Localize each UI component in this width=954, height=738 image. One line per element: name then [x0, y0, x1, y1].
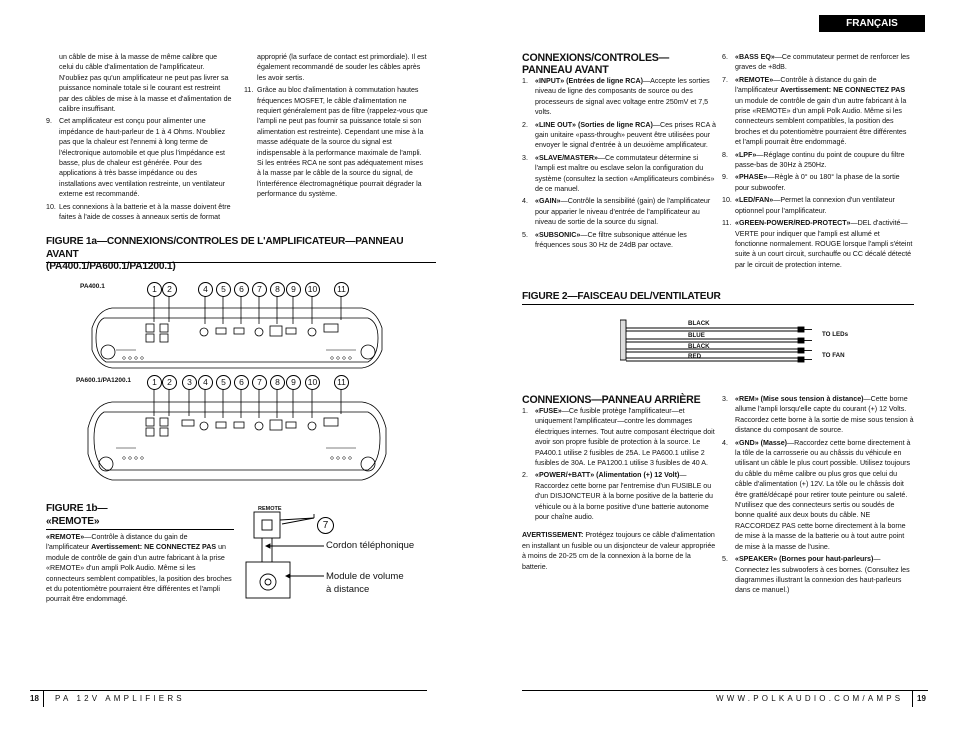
- callout-number: 9: [286, 282, 301, 297]
- footer-divider: [912, 691, 913, 707]
- list-item: 3. «REM» (Mise sous tension à distance)—Cette borne allume l'ampli lorsqu'elle capte du courant (+) 12 Volts. Raccordez cette borne à la sortie de mise sous tension à distance du composant de source.: [722, 395, 914, 435]
- model-label-pa400: PA400.1: [80, 283, 105, 290]
- list-item: 10. Les connexions à la batterie et à la masse doivent être faites à l'aide de cosses à anneaux sertis de format: [46, 202, 231, 222]
- figure-1b-title: FIGURE 1b— «REMOTE»: [46, 503, 108, 527]
- list-item: 5. «SPEAKER» (Bornes pour haut-parleurs)—Connectez les subwoofers à ces bornes. (Consultez les diagrammes illustrant la connexion des haut-parleurs dans ce manuel.): [722, 555, 910, 595]
- callout-number: 7: [317, 517, 334, 534]
- amplifier-illustration: [76, 278, 396, 490]
- language-badge: FRANÇAIS: [819, 15, 925, 32]
- model-label-pa600-pa1200: PA600.1/PA1200.1: [76, 377, 132, 384]
- list-item: 10. «LED/FAN»—Permet la connexion d'un ventilateur optionnel pour l'amplificateur.: [722, 196, 895, 215]
- callout-number: 2: [162, 282, 177, 297]
- warning-note: AVERTISSEMENT: Protégez toujours ce câble d'alimentation en installant un fusible ou un disjoncteur de valeur appropriée à moins de 20-25 cm de la connexion à la borne de la batterie.: [522, 531, 716, 571]
- callout-number: 2: [162, 375, 177, 390]
- list-item: 2. «POWER/+BATT» (Alimentation (+) 12 Volt)—Raccordez cette borne par l'entremise d'un FUSIBLE ou d'un DISJONCTEUR à la borne positive de la batterie du véhicule ou à la borne positive d'une batterie autonome pour chaîne audio.: [522, 471, 713, 522]
- figure-1b-text: «REMOTE»—Contrôle à distance du gain de l'amplificateur Avertissement: NE CONNECTEZ PAS un module de contrôle de gain d'un autre fabricant à la prise «REMOTE» d'un ampli Polk Audio. Même si les connecteurs semblent compatibles, la position des broches et du potentiomètre pourraient être différentes et l'ampli pourrait être endommagé.: [46, 533, 232, 604]
- left-column-2: [244, 52, 428, 202]
- numbered-list: [244, 85, 428, 199]
- figure-1a-title: FIGURE 1a—CONNEXIONS/CONTROLES DE L'AMPLIFICATEUR—PANNEAU AVANT (PA400.1/PA600.1/PA1200.1): [46, 236, 404, 272]
- callout-number: 10: [305, 282, 320, 297]
- footer-rule: [30, 690, 427, 691]
- list-item: 3. «SLAVE/MASTER»—Ce commutateur détermine si l'ampli est maître ou esclave selon la configuration du système (consultez la section «Amplificateurs combinés» de ce manuel.: [522, 153, 715, 194]
- left-column-1: [46, 52, 232, 225]
- callout-number: 9: [286, 375, 301, 390]
- list-item: 4. «GAIN»—Contrôle la sensibilité (gain) de l'amplificateur pour apparier le niveau d'entrée de l'amplificateur au niveau de sortie de la source du signal.: [522, 197, 711, 227]
- wire-label: BLACK: [688, 320, 710, 327]
- wire-label: BLACK: [688, 343, 710, 350]
- figure-2-title: FIGURE 2—FAISCEAU DEL/VENTILATEUR: [522, 291, 721, 302]
- callout-number: 10: [305, 375, 320, 390]
- callout-number: 8: [270, 282, 285, 297]
- list-item: 9. «PHASE»—Règle à 0° ou 180° la phase de la sortie pour subwoofer.: [722, 173, 900, 192]
- list-item: 4. «GND» (Masse)—Raccordez cette borne directement à la tôle de la carrosserie ou au châssis du véhicule en utilisant un câble le plus court possible. Utilisez toujours du câble du même calibre ou plus gros que celui du câble d'alimentation (+) 12V. La tôle ou le châssis doit être gratté/décapé pour retirer toute peinture ou saleté. N'utilisez que des connecteurs sertis ou soudés de bonne qualité aux deux bouts du câble. NE RACCORDEZ PAS cette borne directement à la borne de mise à la masse de la batterie ou à tout autre point de mise à la masse de l'usine.: [722, 438, 911, 551]
- callout-number: 1: [147, 375, 162, 390]
- list-item: 8. «LPF»—Réglage continu du point de coupure du filtre passe-bas de 30Hz à 250Hz.: [722, 150, 905, 170]
- paragraph: approprié (la surface de contact est primordiale). Il est également recommandé de souder les câbles après les avoir sertis.: [257, 53, 427, 82]
- paragraph: un câble de mise à la masse de même calibre que celui du câble d'alimentation de l'amplificateur. N'oubliez pas qu'un amplificateur ne peut pas livrer sa puissance nominale totale si le courant est restreint par des câbles de mise à la masse et d'alimentation de calibre insuffisant.: [59, 53, 232, 114]
- wire-label: RED: [688, 353, 702, 360]
- remote-port-label: REMOTE: [258, 506, 282, 512]
- list-item: 9. Cet amplificateur est conçu pour alimenter une impédance de haut-parleur de 1 à 4 Ohms. N'oubliez pas que la chaleur est l'ennemi à long terme de l'électronique automobile et que plus l'impédance est basse, plus de chaleur est générée. Pour des applications à très basse impédance ou des installations avec ventilation restreinte, un ventilateur externe est recommandé.: [46, 117, 226, 199]
- list-item: 2. «LINE OUT» (Sorties de ligne RCA)—Ces prises RCA à gain unitaire «pass-through» peuvent être utilisées pour envoyer le signal d'entrée à un deuxième amplificateur.: [522, 120, 716, 150]
- divider: [522, 304, 914, 305]
- list-item: 5. «SUBSONIC»—Ce filtre subsonique atténue les fréquences sous 30 Hz de 24dB par octave.: [522, 230, 687, 250]
- module-callout: Module de volume à distance: [326, 571, 404, 595]
- callout-number: 8: [270, 375, 285, 390]
- list-item: 7. «REMOTE»—Contrôle à distance du gain de l'amplificateur Avertissement: NE CONNECTEZ PAS un module de contrôle de gain d'un autre fabricant à la prise «REMOTE» d'un ampli Polk Audio. Même si les connecteurs semblent compatibles, la position des broches et du potentiomètre pourraient être différentes et l'ampli pourrait être endommagé.: [722, 75, 907, 147]
- led-fan-harness: [620, 316, 860, 366]
- front-panel-title: CONNEXIONS/CONTROLES— PANNEAU AVANT: [522, 52, 670, 76]
- callout-number: 11: [334, 282, 349, 297]
- wire-label: BLUE: [688, 332, 705, 339]
- rear-panel-title: CONNEXIONS—PANNEAU ARRIÈRE: [522, 394, 701, 406]
- callout-number: 5: [216, 375, 231, 390]
- to-fan-label: TO FAN: [822, 352, 845, 359]
- callout-number: 5: [216, 282, 231, 297]
- cord-callout: Cordon téléphonique: [326, 540, 415, 551]
- footer-left-text: PA 12V AMPLIFIERS: [55, 694, 185, 703]
- to-leds-label: TO LEDs: [822, 331, 849, 338]
- list-item: 11. «GREEN-POWER/RED-PROTECT»—DEL d'activité—VERTE pour indiquer que l'ampli est allumé et fonctionne normalement. ROUGE lorsque l'ampli s'éteint suite à un court circuit, surchauffe ou CC décalé détecté par le circuit de protection interne.: [722, 219, 913, 269]
- callout-number: 3: [182, 375, 197, 390]
- page-number-left: 18: [30, 694, 39, 703]
- divider: [46, 262, 436, 263]
- front-panel-list-2: [722, 52, 914, 272]
- footer-right-text: WWW.POLKAUDIO.COM/AMPS: [716, 694, 904, 703]
- numbered-list: [46, 116, 232, 222]
- divider: [46, 529, 234, 530]
- callout-number: 6: [234, 282, 249, 297]
- callout-number: 4: [198, 282, 213, 297]
- rear-panel-list-1: [522, 406, 716, 574]
- page-number-right: 19: [917, 694, 926, 703]
- front-panel-list-1: [522, 76, 716, 253]
- callout-number: 1: [147, 282, 162, 297]
- figure-1a-diagram: [76, 278, 396, 490]
- callout-number: 7: [252, 282, 267, 297]
- footer-rule: [522, 690, 928, 691]
- remote-illustration: [240, 506, 450, 606]
- rear-panel-list-2: [722, 394, 914, 598]
- callout-number: 6: [234, 375, 249, 390]
- callout-number: 11: [334, 375, 349, 390]
- list-item: 11. Grâce au bloc d'alimentation à commutation hautes fréquences MOSFET, le câble d'alimentation ne requiert généralement pas de filtre (rappelez-vous que l'ampli ne peut pas fournir sa puissance totale si son alimentation est restreinte). Cependant une mise à la masse adéquate de la source du signal est indispensable à la performance maximale de l'ampli. Si les entrées RCA ne sont pas adéquatement mises à la masse par le câble de la source du signal, de l'interférence électromagnétique pourrait dégrader la performance du système.: [244, 86, 428, 199]
- list-item: 1. «FUSE»—Ce fusible protège l'amplificateur—et uniquement l'amplificateur—contre les dommages électriques internes. Tout autre composant électrique doit avoir son propre fusible de protection à la source. Le PA400.1 utilise 2 fusibles de 25A. Le PA600.1 utilise 2 fusibles de 30A. Le PA1200.1 utilise 3 fusibles de 40 A.: [522, 407, 715, 468]
- list-item: 6. «BASS EQ»—Ce commutateur permet de renforcer les graves de +8dB.: [722, 53, 910, 72]
- list-item: 1. «INPUT» (Entrées de ligne RCA)—Accepte les sorties niveau de ligne des composants de source ou des processeurs de signal avec voltage entre 250mV et 7,5 volts.: [522, 77, 710, 117]
- callout-number: 7: [252, 375, 267, 390]
- callout-number: 4: [198, 375, 213, 390]
- footer-divider: [43, 691, 44, 707]
